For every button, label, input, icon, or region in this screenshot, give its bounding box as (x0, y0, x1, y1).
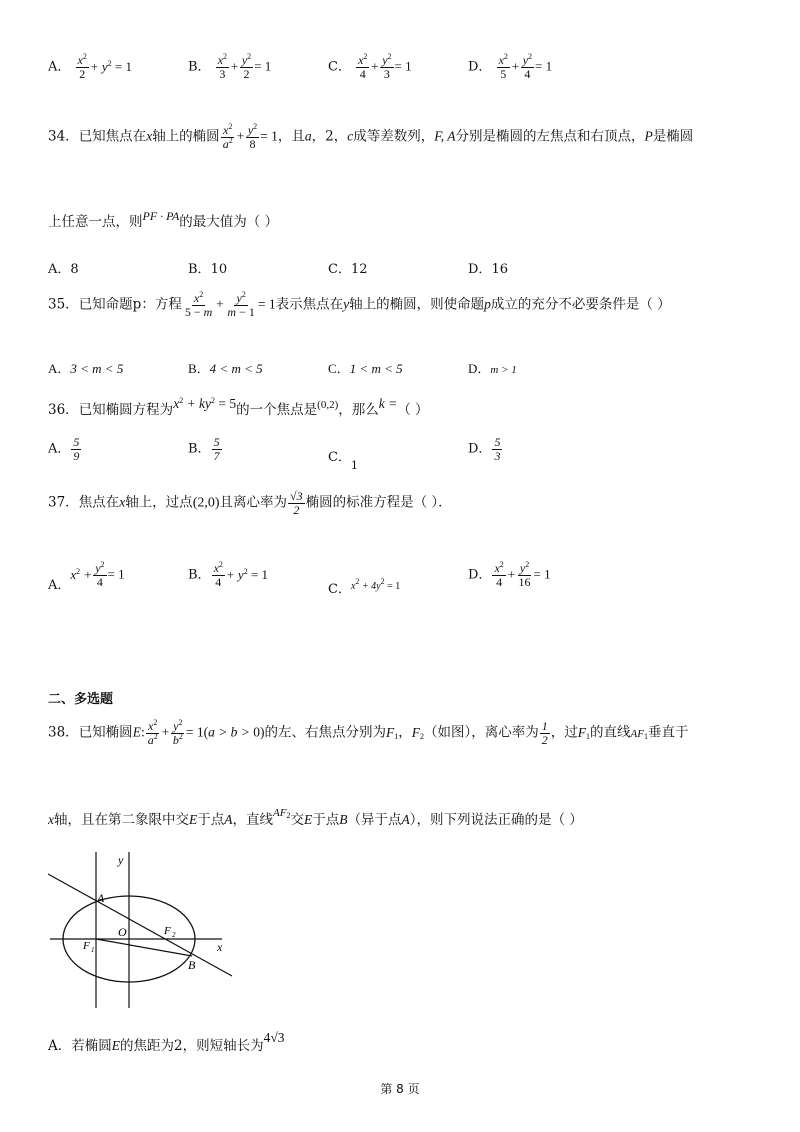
question-number: 35． (48, 296, 79, 313)
question-text: ），则下列说法正确的是（ ） (409, 812, 583, 828)
var-P: P (644, 128, 653, 144)
option-value: 1 (350, 459, 358, 472)
option-label: D． (468, 262, 492, 277)
question-text: 且离心率为 (219, 494, 288, 511)
fraction: $\frac{x^2}{4}$ (358, 52, 368, 81)
question-text: 的焦距为2，则短轴长为 (120, 1038, 264, 1054)
q36-option-c (328, 446, 358, 472)
q33-option-d: D． $\frac{x^2}{5}$ + $\frac{y^2}{4}$ = 1 (468, 52, 553, 81)
fraction (212, 436, 222, 462)
label-y: y (118, 853, 124, 867)
point: (2,0) (192, 495, 220, 511)
denominator: 3 (494, 448, 501, 463)
q33-option-c: C． $\frac{x^2}{4}$ + $\frac{y^2}{3}$ = 1 (328, 52, 412, 81)
q35-option-a (48, 358, 123, 377)
var-AF1: $AF_1$ (630, 727, 648, 741)
q34-option-b (188, 258, 227, 277)
var-F1: $F_1$ (577, 724, 591, 741)
var-E: E (111, 1038, 120, 1053)
dot-product: PF · PA (142, 209, 180, 223)
question-text: 分别是椭圆的左焦点和右顶点， (455, 128, 645, 145)
var-F1: $F_1$ (386, 724, 399, 741)
q36-option-a (48, 436, 82, 462)
option-label: C． (328, 450, 351, 465)
var-p: p (484, 296, 491, 312)
q34-option-d (468, 258, 508, 277)
var-a: a (304, 128, 312, 144)
label-F1: F (83, 940, 90, 952)
q37-option-a: A．$x^2$ + $\frac{y^2}{4}$ = 1 (48, 560, 125, 593)
eccentricity: $\frac{1}{2}$ (541, 719, 548, 747)
option-label: C． (328, 582, 351, 597)
question-text: A．若椭圆 (48, 1038, 112, 1054)
question-text: （异于点 (347, 812, 402, 828)
q36-option-d (468, 436, 503, 462)
q33-option-b: B． $\frac{x^2}{3}$ + $\frac{y^2}{2}$ = 1 (188, 52, 272, 81)
var-A: A (224, 812, 233, 827)
fraction: $\frac{y^2}{16}$ (518, 560, 531, 589)
section-title: 二、多选题 (48, 692, 114, 707)
question-text: ，那么 (338, 402, 379, 418)
option-label: D． (468, 59, 492, 75)
question-36 (48, 398, 429, 418)
question-text: ，直线 (232, 812, 273, 828)
question-38-line-2 (48, 808, 583, 828)
label-F2-sub: 2 (172, 931, 176, 939)
option-label: D． (468, 567, 492, 583)
page-number: 第 8 页 (380, 1082, 420, 1096)
question-text: 的直线 (590, 724, 631, 741)
var-A: A (401, 812, 410, 827)
q34-option-c (328, 258, 368, 277)
fraction: $\frac{y^2}{2}$ (241, 52, 252, 81)
option-label: B． (188, 567, 211, 583)
label-B: B (188, 958, 196, 972)
option-label: A． (48, 262, 71, 277)
question-text: 垂直于 (648, 724, 689, 741)
fraction: $\frac{y^2}{4}$ (95, 560, 105, 589)
fraction: $\frac{x^2}{4}$ (213, 560, 223, 589)
option-value: 16 (491, 262, 508, 277)
focus-point: (0,2) (317, 399, 339, 411)
var-F2: $F_2$ (411, 724, 425, 741)
question-text: 的一个焦点是 (236, 402, 318, 418)
q37-option-c (328, 578, 400, 597)
var-x: x (48, 812, 54, 827)
question-text: 椭圆的标准方程是（ ）． (305, 494, 452, 511)
option-label: A． (48, 361, 71, 376)
ellipse-figure (40, 850, 240, 1010)
option-label: D． (468, 441, 492, 457)
question-text: 交 (290, 812, 304, 828)
question-text: 表示焦点在 (275, 296, 344, 313)
option-expr: 4 < m < 5 (209, 361, 263, 376)
q37-option-d: D． $\frac{x^2}{4}$ + $\frac{y^2}{16}$ = 1 (468, 560, 551, 589)
label-A: A (97, 891, 105, 905)
question-34-line-2 (48, 210, 278, 230)
denominator: 7 (213, 448, 220, 463)
fraction: $\frac{y^2}{3}$ (382, 52, 392, 81)
question-text: 上任意一点，则 (48, 214, 143, 230)
fraction: $\frac{x^2}{5}$ (498, 52, 508, 81)
option-label: B． (188, 361, 210, 376)
line-f1b (96, 939, 192, 956)
question-text: 轴上，过点 (125, 494, 193, 511)
q38-option-a (48, 1030, 285, 1054)
answer-value: 4√3 (263, 1030, 285, 1045)
question-37 (48, 490, 452, 516)
eccentricity: $\frac{√3}{2}$ (290, 489, 303, 517)
option-label: A． (48, 59, 71, 75)
question-text: 是椭圆 (652, 128, 694, 145)
option-label: D． (468, 361, 491, 376)
fraction: $\frac{x^2}{4}$ (494, 560, 504, 589)
question-text: 轴上的椭圆，则使命题 (349, 296, 485, 313)
question-text: （ ） (397, 402, 429, 418)
fraction: $\frac{y^2}{b^2}$ (172, 718, 183, 747)
question-text: 轴，且在第二象限中交 (54, 812, 189, 828)
option-expr: 3 < m < 5 (70, 361, 124, 376)
q35-option-c (328, 358, 403, 377)
fraction: $\frac{y^2}{m - 1}$ (227, 290, 255, 319)
label-O: O (118, 925, 127, 939)
q35-option-b (188, 358, 263, 377)
fraction: $\frac{x^2}{3}$ (217, 52, 228, 81)
var-k: k = (378, 396, 398, 411)
fraction (492, 436, 502, 462)
line-ab (48, 874, 232, 976)
q33-option-a: A． $\frac{x^2}{2}$ + $y^2 = 1$ (48, 52, 132, 81)
question-text: 的最大值为（ ） (179, 214, 279, 230)
var-AF2: AF2 (273, 807, 291, 820)
question-text: ，过 (550, 724, 578, 741)
q34-option-a (48, 258, 79, 277)
option-expr: 1 < m < 5 (349, 361, 403, 376)
var-c: c (347, 128, 354, 144)
fraction: $\frac{x^2}{a^2}$ (147, 718, 158, 747)
var-x: x (146, 128, 153, 144)
question-text: 已知命题p：方程 (78, 296, 182, 313)
question-35: 35．已知命题p：方程 $\frac{x^2}{5 - m}$ + $\frac{y^2}{m - 1}$ = 1表示焦点在y轴上的椭圆，则使命题p成立的充分不必要条件是（ ） (48, 290, 671, 319)
ellipse-equation: $\frac{x^2}{a^2}$ (222, 122, 233, 151)
option-label: C． (328, 361, 350, 376)
question-text: 焦点在 (78, 494, 120, 511)
numerator: 5 (494, 435, 501, 449)
label-x: x (217, 940, 223, 954)
question-text: 成立的充分不必要条件是（ ） (490, 296, 671, 313)
option-value: 12 (350, 262, 368, 277)
question-text: （如图），离心率为 (424, 724, 539, 741)
question-38-line-1: 38．已知椭圆E: $\frac{x^2}{a^2}$ + $\frac{y^2}{b^2}$ = 1(a > b > 0)的左、右焦点分别为$F_1$，$F_2$（如图），离心率为 $\frac{1}{2}$ ，过$F_1$的直线$AF_1$垂直于 (48, 718, 689, 747)
fraction (71, 436, 81, 462)
question-text: 已知焦点在 (78, 128, 147, 145)
option-expr: $x^2$ + (70, 566, 93, 582)
question-text: 轴上的椭圆 (152, 128, 220, 145)
question-number: 37． (48, 494, 79, 511)
equation-fraction: $\frac{x^2}{5 - m}$ (184, 290, 213, 319)
numerator: 5 (73, 435, 80, 449)
option-expr: x2 + 4y2 = 1 (350, 577, 401, 592)
question-text: ，2， (311, 128, 348, 145)
option-label: B． (188, 262, 211, 277)
var-E: E (303, 812, 313, 827)
option-label: B． (188, 59, 211, 75)
question-text: 成等差数列， (353, 128, 435, 145)
option-value: 8 (70, 262, 79, 277)
label-F1-sub: 1 (91, 946, 95, 954)
var-E: E (189, 812, 198, 827)
q36-option-b (188, 436, 223, 462)
fraction: $\frac{x^2}{2}$ (77, 52, 87, 81)
question-text: 已知椭圆方程为 (78, 402, 174, 418)
var-FA: F, A (434, 128, 456, 144)
var-x: x (119, 494, 126, 510)
option-label: A． (48, 441, 71, 457)
fraction: $\frac{y^2}{8}$ (247, 122, 258, 151)
option-label: C． (328, 59, 351, 75)
var-B: B (339, 812, 348, 827)
option-label: B． (188, 441, 211, 457)
option-expr: m > 1 (490, 364, 517, 376)
denominator: 9 (73, 448, 80, 463)
q37-option-b: B． $\frac{x^2}{4}$ + $y^2 = 1$ (188, 560, 269, 589)
equation: $x^2 + ky^2 = 5$ (173, 396, 237, 411)
question-number: 38． (48, 724, 79, 741)
option-label: C． (328, 262, 351, 277)
question-text: 已知椭圆 (78, 724, 133, 741)
question-text: 于点 (197, 812, 225, 828)
numerator: 5 (213, 435, 220, 449)
var-y: y (343, 296, 350, 312)
option-value: 10 (210, 262, 228, 277)
ellipse-equation: E: (132, 724, 145, 740)
question-number: 36． (48, 402, 79, 418)
question-text: 于点 (312, 812, 340, 828)
question-text: ，且 (277, 128, 305, 145)
fraction: $\frac{y^2}{4}$ (522, 52, 533, 81)
q35-option-d (468, 358, 517, 377)
option-label: A． (48, 577, 71, 593)
label-F2: F (164, 925, 171, 937)
question-text: 的左、右焦点分别为 (264, 724, 387, 741)
question-number: 34． (48, 128, 79, 145)
question-34-line-1: 34．已知焦点在x轴上的椭圆 $\frac{x^2}{a^2}$ + $\frac{y^2}{8}$ = 1，且a，2，c成等差数列，F, A分别是椭圆的左焦点和右顶点，P是椭圆 (48, 122, 694, 151)
